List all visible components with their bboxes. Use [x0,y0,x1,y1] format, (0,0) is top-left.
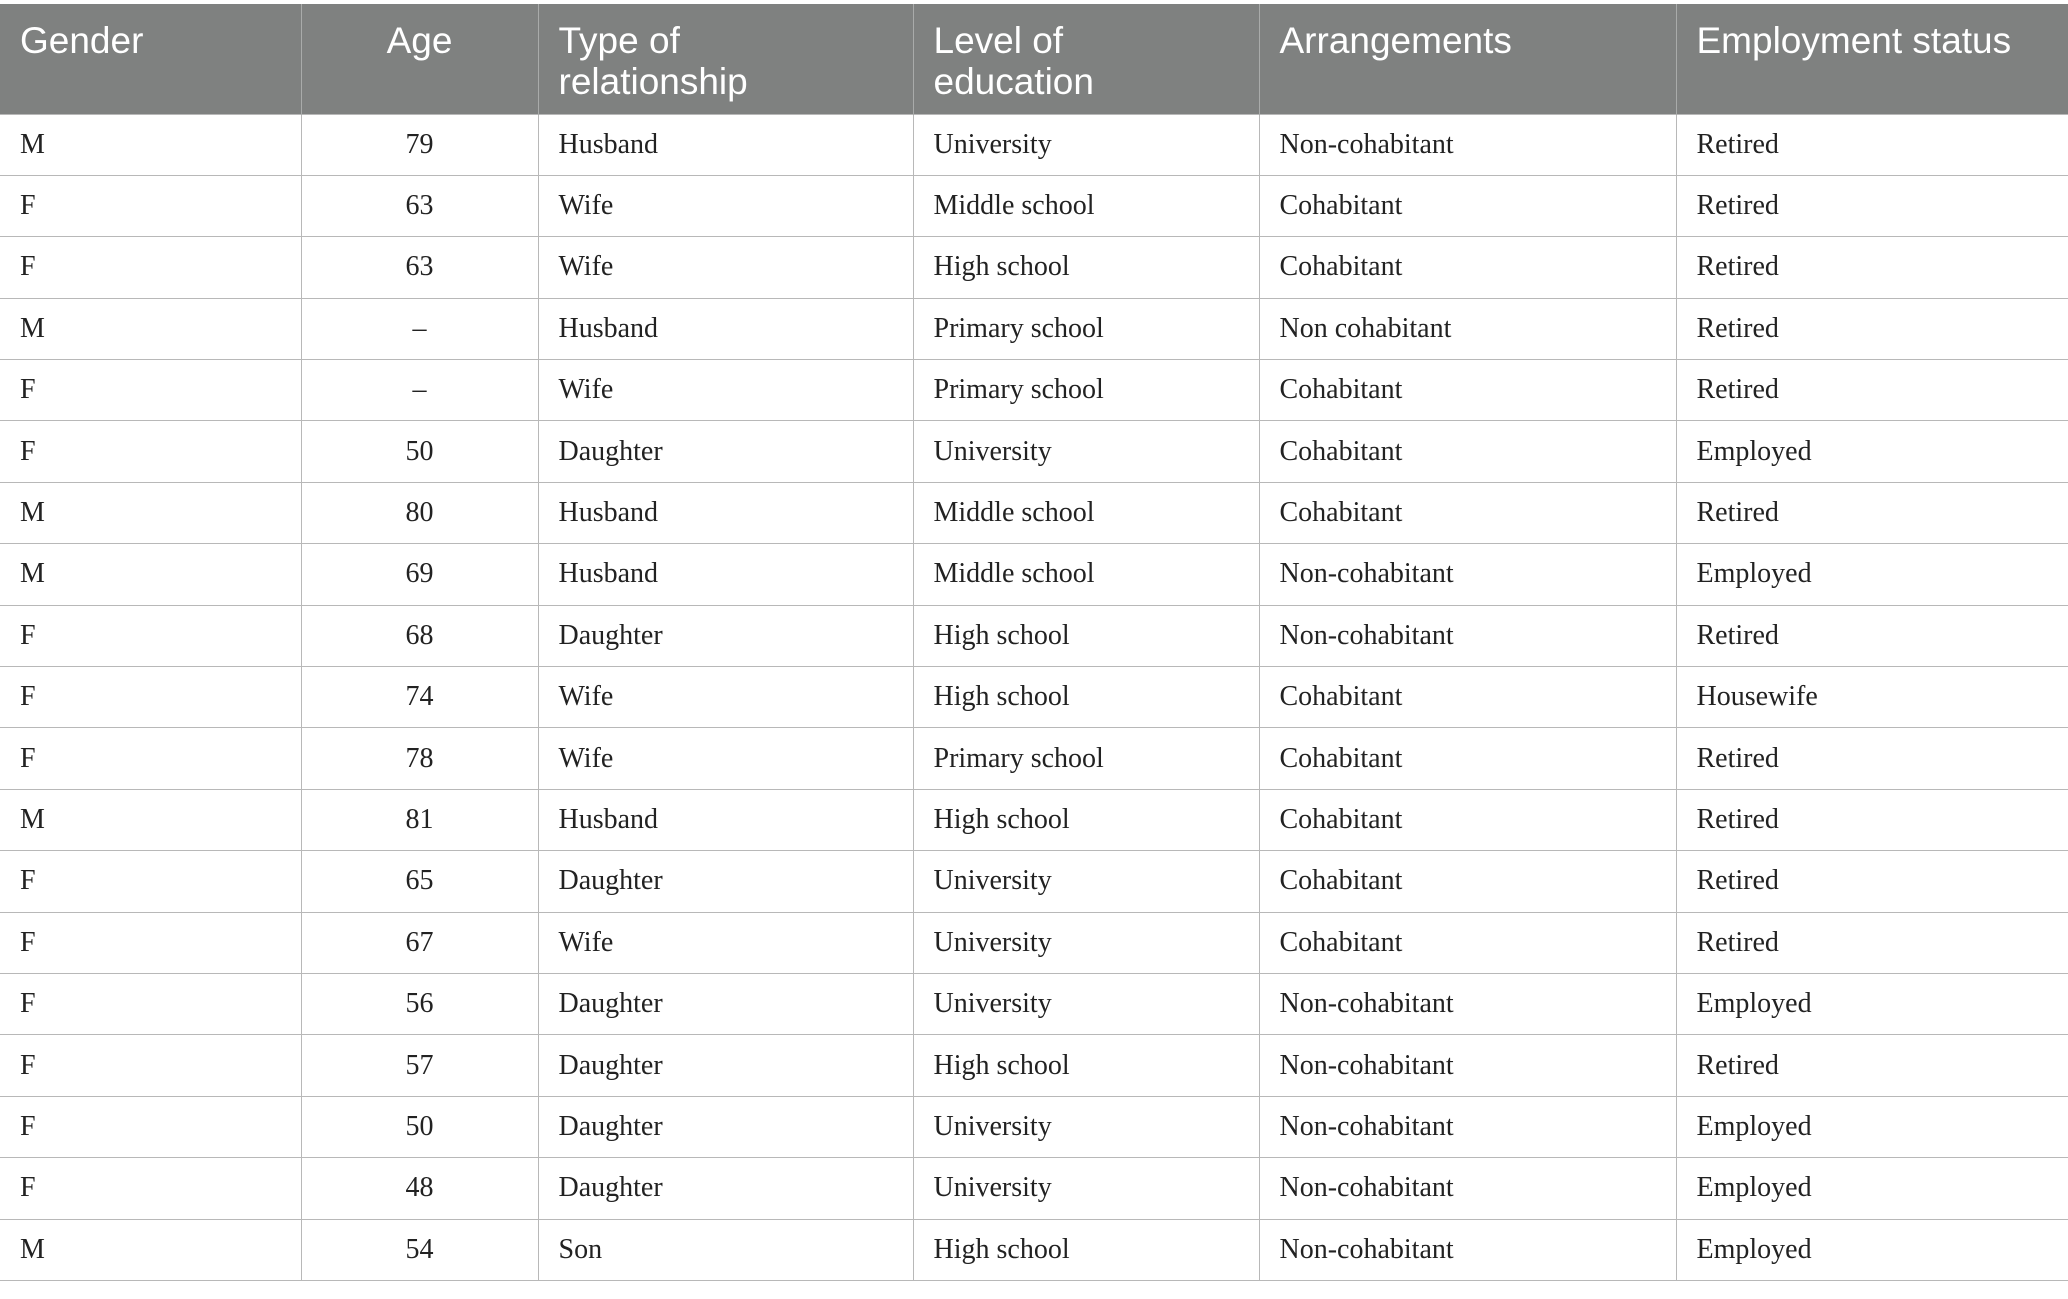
relationship-cell: Daughter [538,605,913,666]
relationship-cell: Husband [538,544,913,605]
education-cell: University [913,973,1259,1034]
arrangements-cell: Cohabitant [1259,728,1676,789]
employment-status-cell: Retired [1676,789,2068,850]
table-row [0,1035,2068,1096]
column-header-relationship [538,4,913,114]
relationship-cell: Wife [538,667,913,728]
column-header-arrangements [1259,4,1676,114]
table-row [0,1219,2068,1280]
relationship-cell: Daughter [538,1096,913,1157]
caregiver-demographics-table [0,4,2068,1281]
table-row [0,605,2068,666]
age-cell: 56 [301,973,538,1034]
employment-status-cell: Retired [1676,1035,2068,1096]
gender-cell: M [0,298,301,359]
arrangements-cell: Non-cohabitant [1259,973,1676,1034]
education-cell: University [913,912,1259,973]
employment-status-cell: Retired [1676,912,2068,973]
age-cell: 74 [301,667,538,728]
arrangements-cell: Cohabitant [1259,175,1676,236]
table-row [0,728,2068,789]
employment-status-cell: Employed [1676,544,2068,605]
gender-cell: F [0,1158,301,1219]
header-row [0,4,2068,114]
employment-status-cell: Retired [1676,605,2068,666]
age-cell: 50 [301,421,538,482]
employment-status-cell: Retired [1676,175,2068,236]
education-cell: University [913,851,1259,912]
table-row [0,1096,2068,1157]
gender-cell: F [0,667,301,728]
education-cell: Middle school [913,482,1259,543]
arrangements-cell: Cohabitant [1259,421,1676,482]
table-row [0,667,2068,728]
education-cell: High school [913,789,1259,850]
gender-cell: F [0,851,301,912]
gender-cell: F [0,728,301,789]
arrangements-cell: Cohabitant [1259,912,1676,973]
gender-cell: M [0,544,301,605]
education-cell: High school [913,237,1259,298]
column-header-employment-status [1676,4,2068,114]
arrangements-cell: Non-cohabitant [1259,114,1676,175]
age-cell: 63 [301,237,538,298]
relationship-cell: Son [538,1219,913,1280]
gender-cell: F [0,175,301,236]
relationship-cell: Wife [538,728,913,789]
gender-cell: M [0,789,301,850]
relationship-cell: Wife [538,237,913,298]
age-cell: 67 [301,912,538,973]
employment-status-cell: Employed [1676,1219,2068,1280]
arrangements-cell: Non-cohabitant [1259,1158,1676,1219]
relationship-cell: Daughter [538,1035,913,1096]
relationship-cell: Husband [538,482,913,543]
relationship-cell: Wife [538,360,913,421]
employment-status-cell: Retired [1676,482,2068,543]
relationship-cell: Wife [538,175,913,236]
arrangements-cell: Non-cohabitant [1259,1096,1676,1157]
age-cell: 48 [301,1158,538,1219]
table-row [0,973,2068,1034]
education-cell: University [913,1158,1259,1219]
table-row [0,851,2068,912]
gender-cell: M [0,114,301,175]
table-row [0,175,2068,236]
relationship-cell: Daughter [538,1158,913,1219]
arrangements-cell: Cohabitant [1259,237,1676,298]
table-row [0,1158,2068,1219]
arrangements-cell: Non-cohabitant [1259,605,1676,666]
arrangements-cell: Non cohabitant [1259,298,1676,359]
arrangements-cell: Cohabitant [1259,851,1676,912]
age-cell: 54 [301,1219,538,1280]
table-row [0,360,2068,421]
gender-cell: F [0,605,301,666]
age-cell: 68 [301,605,538,666]
relationship-cell: Daughter [538,973,913,1034]
table-row [0,544,2068,605]
arrangements-cell: Cohabitant [1259,360,1676,421]
employment-status-cell: Retired [1676,114,2068,175]
age-cell: 79 [301,114,538,175]
education-cell: High school [913,667,1259,728]
column-header-line: Level of [933,20,1064,61]
column-header-line: Type of [558,20,680,61]
column-header-line: education [933,61,1094,102]
employment-status-cell: Retired [1676,237,2068,298]
age-cell: 80 [301,482,538,543]
employment-status-cell: Housewife [1676,667,2068,728]
age-cell: 50 [301,1096,538,1157]
education-cell: University [913,114,1259,175]
relationship-cell: Daughter [538,851,913,912]
column-header-gender [0,4,301,114]
age-cell: 69 [301,544,538,605]
education-cell: Primary school [913,360,1259,421]
education-cell: Middle school [913,544,1259,605]
employment-status-cell: Retired [1676,360,2068,421]
relationship-cell: Husband [538,789,913,850]
relationship-cell: Wife [538,912,913,973]
table-row [0,789,2068,850]
education-cell: High school [913,1219,1259,1280]
gender-cell: F [0,1035,301,1096]
education-cell: Primary school [913,728,1259,789]
column-header-line: relationship [558,61,748,102]
arrangements-cell: Cohabitant [1259,667,1676,728]
table-row [0,298,2068,359]
arrangements-cell: Non-cohabitant [1259,1035,1676,1096]
gender-cell: F [0,1096,301,1157]
education-cell: High school [913,605,1259,666]
education-cell: Primary school [913,298,1259,359]
table-header [0,4,2068,114]
employment-status-cell: Employed [1676,1158,2068,1219]
gender-cell: M [0,1219,301,1280]
column-header-line: Gender [20,20,144,61]
arrangements-cell: Non-cohabitant [1259,544,1676,605]
column-header-line: Employment status [1696,20,2012,61]
age-cell: – [301,298,538,359]
gender-cell: F [0,237,301,298]
age-cell: 65 [301,851,538,912]
age-cell: – [301,360,538,421]
employment-status-cell: Retired [1676,728,2068,789]
age-cell: 78 [301,728,538,789]
relationship-cell: Daughter [538,421,913,482]
employment-status-cell: Employed [1676,1096,2068,1157]
gender-cell: F [0,421,301,482]
arrangements-cell: Cohabitant [1259,482,1676,543]
employment-status-cell: Employed [1676,973,2068,1034]
table-row [0,237,2068,298]
table-body [0,114,2068,1280]
education-cell: High school [913,1035,1259,1096]
gender-cell: F [0,973,301,1034]
column-header-education [913,4,1259,114]
table-row [0,421,2068,482]
age-cell: 81 [301,789,538,850]
table-row [0,912,2068,973]
education-cell: Middle school [913,175,1259,236]
employment-status-cell: Employed [1676,421,2068,482]
education-cell: University [913,421,1259,482]
table-row [0,482,2068,543]
column-header-line: Arrangements [1279,20,1512,61]
column-header-line: Age [386,20,453,61]
education-cell: University [913,1096,1259,1157]
arrangements-cell: Non-cohabitant [1259,1219,1676,1280]
arrangements-cell: Cohabitant [1259,789,1676,850]
column-header-age [301,4,538,114]
table-row [0,114,2068,175]
employment-status-cell: Retired [1676,298,2068,359]
gender-cell: M [0,482,301,543]
relationship-cell: Husband [538,298,913,359]
gender-cell: F [0,912,301,973]
age-cell: 57 [301,1035,538,1096]
gender-cell: F [0,360,301,421]
relationship-cell: Husband [538,114,913,175]
age-cell: 63 [301,175,538,236]
employment-status-cell: Retired [1676,851,2068,912]
